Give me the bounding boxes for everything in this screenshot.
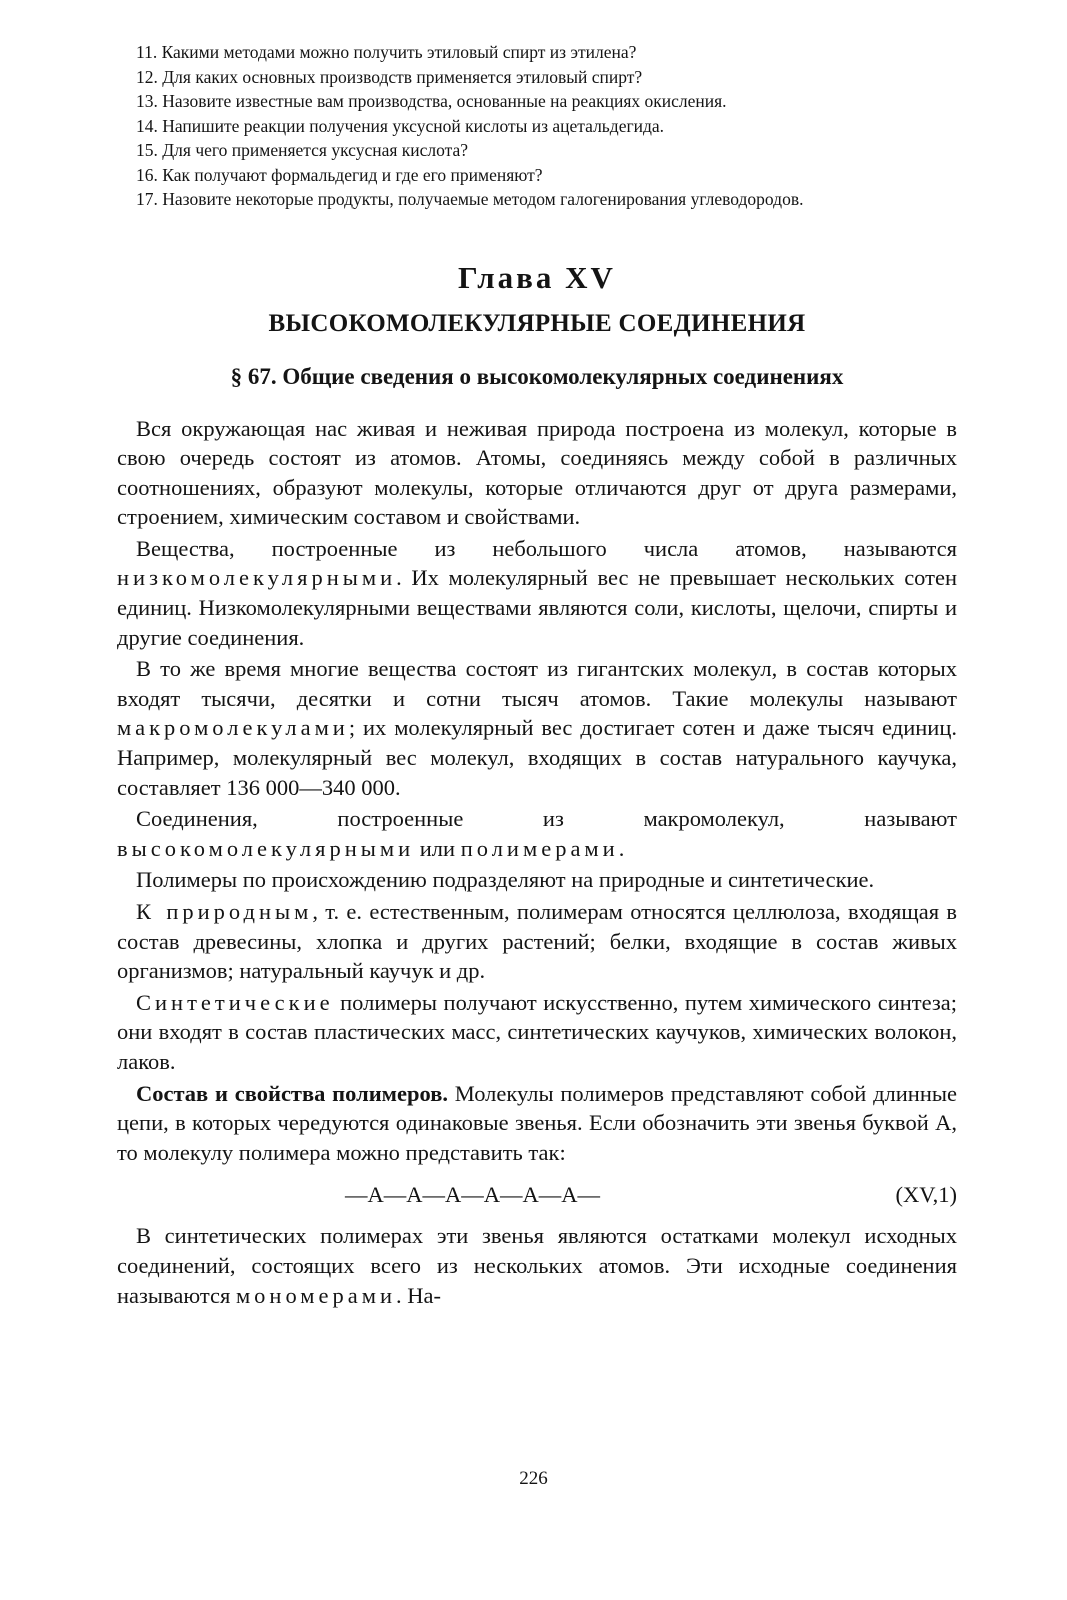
chapter-subtitle: ВЫСОКОМОЛЕКУЛЯРНЫЕ СОЕДИНЕНИЯ — [268, 309, 806, 337]
paragraph — [117, 1221, 957, 1310]
text-run: полимеры получают искусственно, путем химического синтеза; они входят в состав пластических масс, синтетических каучуков, химических волокон, лаков. — [117, 989, 957, 1074]
text-run: или — [414, 835, 461, 861]
page-number: 226 — [519, 1468, 548, 1489]
text-run: . На- — [396, 1282, 442, 1308]
question-item: 12. Для каких основных производств применяется этиловый спирт? — [136, 66, 643, 87]
spaced-term: Синтетические — [136, 989, 334, 1015]
question-item: 13. Назовите известные вам производства, основанные на реакциях окисления. — [136, 91, 727, 111]
paragraph — [117, 654, 957, 802]
text-run: , т. е. естественным, полимерам относятся целлюлоза, входящая в состав древесины, хлопка и других растений; белки, входящие в состав живых организмов; натуральный каучук и др. — [117, 899, 957, 984]
paragraph: Полимеры по происхождению подразделяют на природные и синтетические. — [136, 867, 875, 893]
paragraph — [117, 1079, 957, 1168]
bold-heading: Состав и свойства полимеров. — [136, 1080, 448, 1106]
paragraph — [117, 897, 957, 986]
text-run: В то же время многие вещества состоят из гигантских молекул, в состав которых входят тысячи, десятки и сотни тысяч атомов. Такие молекулы называют — [117, 656, 957, 711]
review-questions — [117, 40, 957, 212]
text-run: . — [618, 835, 625, 861]
text-run: ; их молекулярный вес достигает сотен и даже тысяч единиц. Например, молекулярный вес молекул, входящих в состав натурального каучука, составляет 136 000—340 000. — [117, 715, 957, 800]
formula-expression: —А—А—А—А—А—А— — [345, 1182, 600, 1208]
question-item: 11. Какими методами можно получить этиловый спирт из этилена? — [136, 42, 637, 62]
spaced-term: макромолекулами — [117, 715, 349, 741]
text-run: Соединения, построенные из макромолекул, называют — [136, 806, 957, 832]
spaced-term: полимерами — [460, 835, 619, 861]
paragraph — [117, 534, 957, 652]
spaced-term: высокомолекулярными — [117, 835, 415, 861]
formula — [117, 1175, 957, 1215]
body-text — [117, 414, 957, 1311]
text-run: Вещества, построенные из небольшого числа атомов, называются — [136, 535, 957, 561]
section-title: § 67. Общие сведения о высокомолекулярных соединениях — [230, 363, 844, 389]
text-run: Молекулы полимеров представляют собой длинные цепи, в которых чередуются одинаковые звенья. Если обозначить эти звенья буквой А, то молекулу полимера можно представить так: — [117, 1080, 957, 1165]
chapter-title: Глава XV — [458, 259, 616, 295]
spaced-term: низкомолекулярными — [117, 565, 397, 591]
question-item: 14. Напишите реакции получения уксусной кислоты из ацетальдегида. — [136, 115, 665, 136]
paragraph: Вся окружающая нас живая и неживая природа построена из молекул, которые в свою очередь состоят из атомов. Атомы, соединяясь между собой в различных соотношениях, образуют молекулы, которые отличаются друг от друга размерами, строением, химическим составом и свойствами. — [117, 415, 957, 530]
paragraph — [117, 988, 957, 1077]
paragraph — [117, 804, 957, 863]
spaced-term: мономерами — [235, 1282, 397, 1308]
text-run: В синтетических полимерах эти звенья являются остатками молекул исходных соединений, состоящих всего из нескольких атомов. Эти исходные соединения называются — [117, 1223, 957, 1308]
question-item: 15. Для чего применяется уксусная кислота? — [136, 140, 469, 160]
formula-number: (XV,1) — [895, 1182, 957, 1208]
spaced-term: К природным — [136, 899, 313, 924]
text-run: . Их молекулярный вес не превышает нескольких сотен единиц. Низкомолекулярными веществами являются соли, кислоты, щелочи, спирты и другие соединения. — [117, 565, 957, 650]
question-item: 17. Назовите некоторые продукты, получаемые методом галогенирования углеводородов. — [136, 189, 804, 209]
question-item: 16. Как получают формальдегид и где его применяют? — [136, 164, 543, 185]
